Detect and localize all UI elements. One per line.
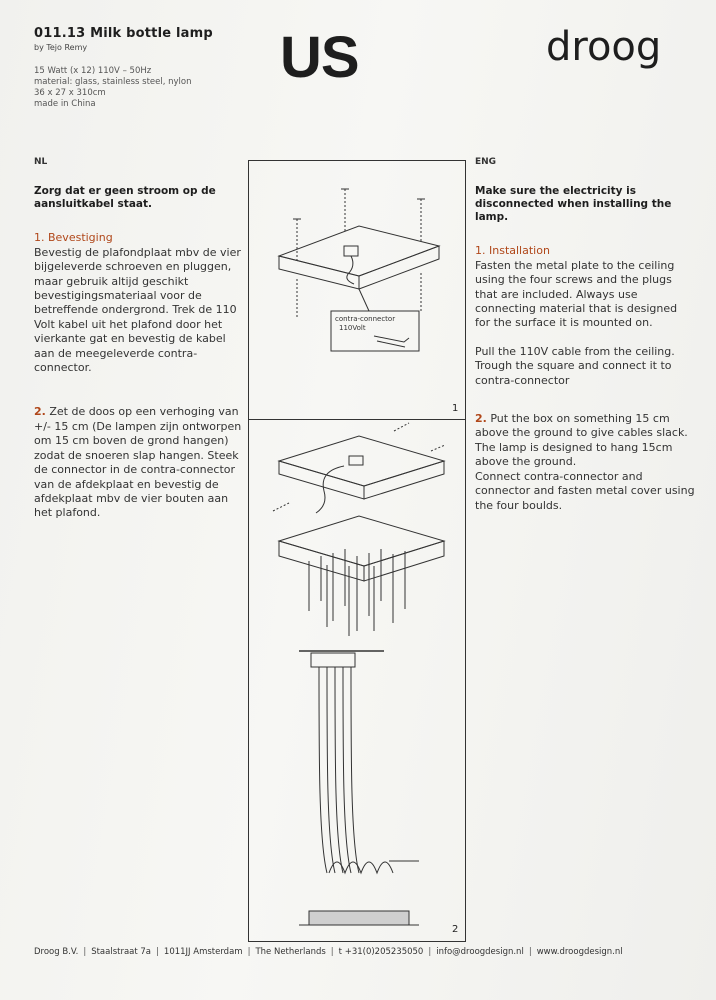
step1-body-nl: Bevestig de plafondplaat mbv de vier bijgeleverde schroeven en pluggen, maar gebruik altijd geschikt bevestigingsmateriaal voor de betreffende ondergrond. Trek de 110 Volt kabel uit het plafond door het vierkante gat en bevestig de kabel aan de meegeleverde contra-connector. bbox=[34, 245, 241, 375]
panel-number-1: 1 bbox=[452, 403, 459, 414]
step2-body-en: Put the box on something 15 cm above the ground to give cables slack. The lamp is designed to hang 15cm above the ground. bbox=[475, 412, 688, 469]
step2-nl bbox=[34, 405, 244, 520]
footer-city: 1011JJ Amsterdam bbox=[163, 947, 243, 957]
footer-web: www.droogdesign.nl bbox=[536, 947, 623, 957]
callout-label: contra-connector bbox=[335, 315, 396, 323]
spec-material: material: glass, stainless steel, nylon bbox=[34, 77, 192, 87]
diagram-frame bbox=[248, 160, 466, 942]
spec-dimensions: 36 x 27 x 310cm bbox=[34, 88, 106, 98]
footer-country: The Netherlands bbox=[255, 947, 326, 957]
callout-voltage: 110Volt bbox=[339, 324, 366, 332]
dutch-instructions bbox=[34, 155, 244, 521]
step2-number-nl: 2. bbox=[34, 405, 46, 419]
footer-street: Staalstraat 7a bbox=[91, 947, 152, 957]
language-label-en: ENG bbox=[475, 157, 497, 167]
spec-power: 15 Watt (x 12) 110V – 50Hz bbox=[34, 66, 152, 76]
screw-heads bbox=[293, 189, 425, 219]
brand-logo: droog bbox=[546, 24, 662, 70]
lamp-rods bbox=[309, 549, 405, 636]
footer-company: Droog B.V. bbox=[34, 947, 79, 957]
step1-title-en: 1. Installation bbox=[475, 244, 550, 258]
title-block bbox=[34, 26, 264, 110]
step1-body-en: Fasten the metal plate to the ceiling using the four screws and the plugs that are included. Always use connecting material that is designed for the surface it is mounted on. bbox=[475, 258, 678, 330]
step1-title-nl: 1. Bevestiging bbox=[34, 231, 113, 245]
designer-credit: by Tejo Remy bbox=[34, 43, 88, 52]
product-title: 011.13 Milk bottle lamp bbox=[34, 26, 213, 41]
assembly-diagram bbox=[249, 161, 465, 941]
warning-nl: Zorg dat er geen stroom op de aansluitkabel staat. bbox=[34, 185, 216, 211]
footer-contact: Droog B.V. | Staalstraat 7a | 1011JJ Amsterdam | The Netherlands | t +31(0)205235050 | info@droogdesign.nl | www.droogdesign.nl bbox=[34, 947, 623, 957]
hanging-lamp-drawing bbox=[299, 651, 419, 925]
screws-panel1 bbox=[297, 189, 421, 319]
top-cover-drawing bbox=[279, 436, 444, 513]
spec-origin: made in China bbox=[34, 99, 96, 109]
step2-en bbox=[475, 412, 695, 470]
step2-number-en: 2. bbox=[475, 412, 487, 426]
product-specs bbox=[34, 66, 264, 110]
box-drawing bbox=[279, 516, 444, 581]
footer-email: info@droogdesign.nl bbox=[436, 947, 524, 957]
language-label-nl: NL bbox=[34, 157, 48, 167]
step1-body2-en: Pull the 110V cable from the ceiling. Trough the square and connect it to contra-connector bbox=[475, 344, 675, 387]
region-code: US bbox=[280, 25, 359, 90]
english-instructions bbox=[475, 155, 695, 513]
footer-phone: t +31(0)205235050 bbox=[338, 947, 424, 957]
ceiling-plate-drawing bbox=[279, 226, 439, 289]
warning-en: Make sure the electricity is disconnected when installing the lamp. bbox=[475, 185, 672, 224]
step2-body2-en: Connect contra-connector and connector and fasten metal cover using the four boulds. bbox=[475, 469, 695, 512]
step2-body-nl: Zet de doos op een verhoging van +/- 15 cm (De lampen zijn ontworpen om 15 cm boven de grond hangen) zodat de snoeren slap hangen. Steek de connector in de contra-connector van de afdekplaat en bevestig de afdekplaat mbv de vier bouten aan het plafond. bbox=[34, 405, 242, 520]
panel-number-2: 2 bbox=[452, 924, 459, 935]
